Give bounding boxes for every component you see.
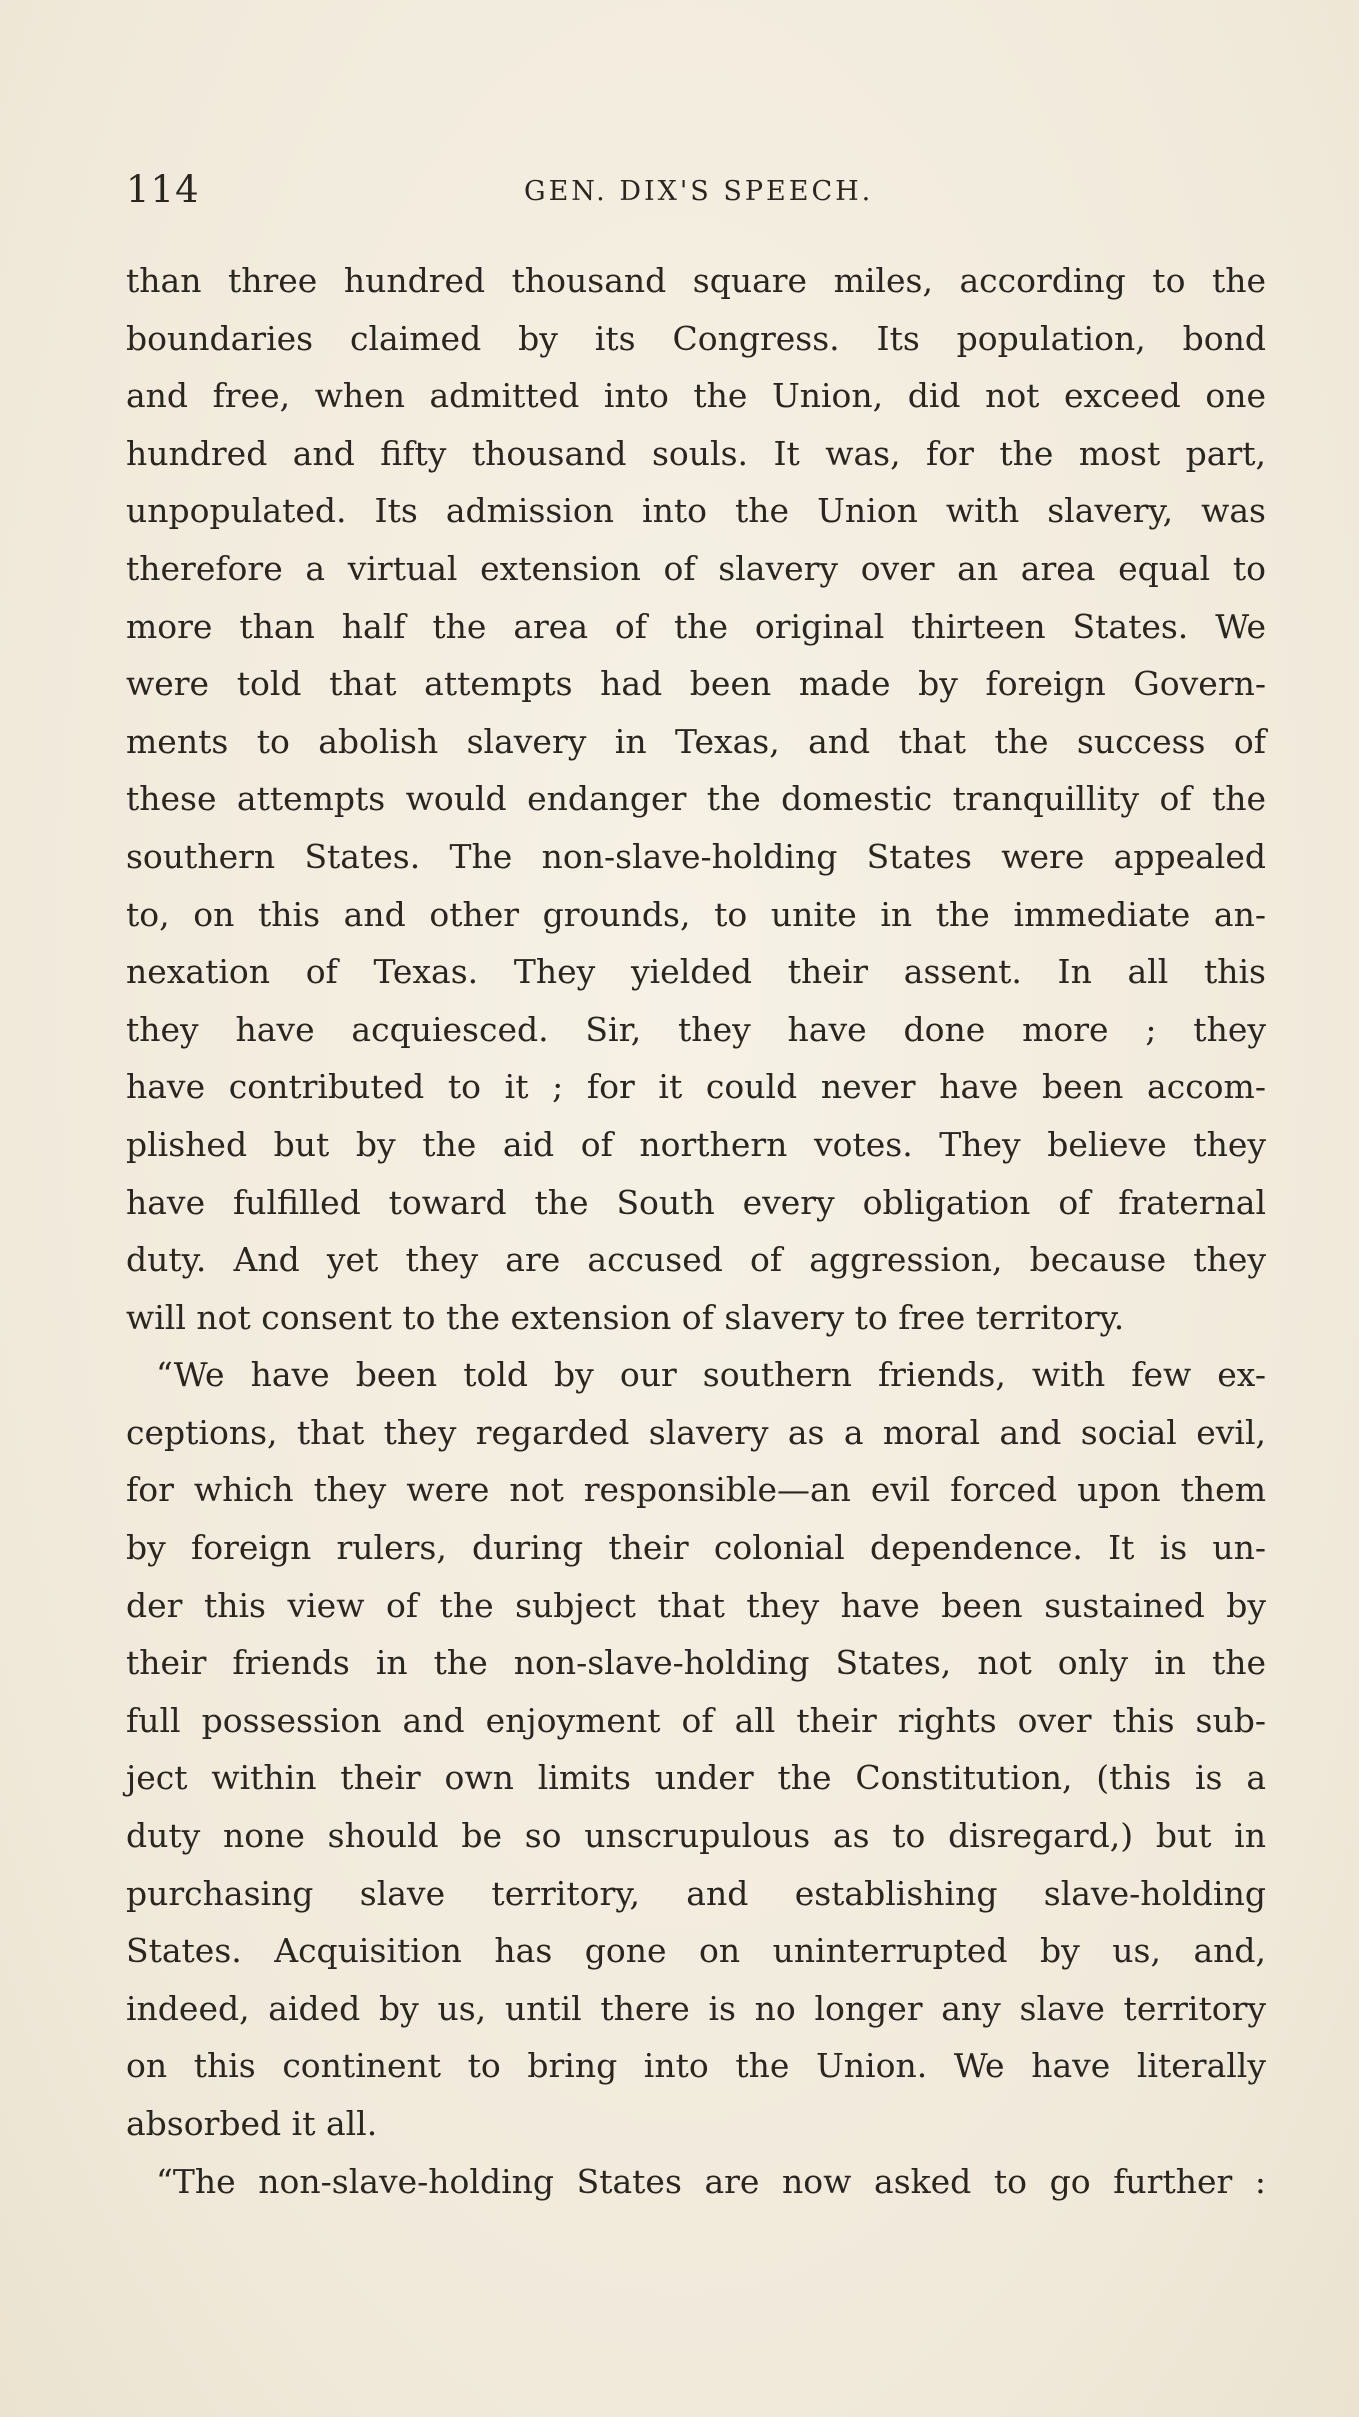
text-line: absorbed it all. bbox=[126, 2104, 378, 2143]
running-head: GEN. DIX'S SPEECH. bbox=[524, 176, 874, 207]
text-line: by foreign rulers, during their colonial dependence. It is un- bbox=[126, 1528, 1266, 1568]
text-line: ments to abolish slavery in Texas, and that the success of bbox=[126, 721, 1266, 761]
text-line: will not consent to the extension of slavery to free territory. bbox=[126, 1297, 1125, 1337]
text-line: these attempts would endanger the domestic tranquillity of the bbox=[126, 779, 1266, 819]
text-line: have fulfilled toward the South every obligation of fraternal bbox=[126, 1182, 1266, 1222]
text-line: southern States. The non-slave-holding States were appealed bbox=[126, 836, 1266, 876]
text-line: nexation of Texas. They yielded their assent. In all this bbox=[126, 952, 1266, 992]
text-line: more than half the area of the original thirteen States. We bbox=[126, 606, 1266, 646]
text-line: for which they were not responsible—an evil forced upon them bbox=[126, 1470, 1266, 1510]
text-line: full possession and enjoyment of all their rights over this sub- bbox=[126, 1700, 1266, 1740]
text-line: “We have been told by our southern friends, with few ex- bbox=[156, 1355, 1266, 1395]
text-line: unpopulated. Its admission into the Union with slavery, was bbox=[126, 491, 1266, 531]
text-line: der this view of the subject that they have been sustained by bbox=[126, 1585, 1266, 1625]
text-line: plished but by the aid of northern votes. They believe they bbox=[126, 1124, 1266, 1164]
speech-text bbox=[126, 252, 1266, 2210]
text-line: have contributed to it ; for it could never have been accom- bbox=[126, 1067, 1266, 1107]
text-line: and free, when admitted into the Union, did not exceed one bbox=[126, 376, 1266, 416]
text-line: to, on this and other grounds, to unite in the immediate an- bbox=[126, 894, 1266, 934]
text-line: boundaries claimed by its Congress. Its population, bond bbox=[126, 318, 1266, 358]
text-line: on this continent to bring into the Union. We have literally bbox=[126, 2046, 1266, 2086]
page-header bbox=[126, 168, 1276, 218]
text-line: purchasing slave territory, and establishing slave-holding bbox=[126, 1873, 1266, 1913]
text-line: their friends in the non-slave-holding States, not only in the bbox=[126, 1643, 1266, 1683]
text-line: hundred and fifty thousand souls. It was, for the most part, bbox=[126, 433, 1266, 473]
text-line: therefore a virtual extension of slavery over an area equal to bbox=[126, 548, 1266, 588]
text-line: than three hundred thousand square miles, according to the bbox=[126, 261, 1266, 300]
text-line: duty. And yet they are accused of aggression, because they bbox=[126, 1240, 1266, 1280]
text-line: ceptions, that they regarded slavery as a moral and social evil, bbox=[126, 1412, 1266, 1452]
text-line: ject within their own limits under the Constitution, (this is a bbox=[126, 1758, 1266, 1798]
text-line: “The non-slave-holding States are now asked to go further : bbox=[156, 2161, 1266, 2201]
text-line: duty none should be so unscrupulous as to disregard,) but in bbox=[126, 1816, 1266, 1856]
text-line: were told that attempts had been made by foreign Govern- bbox=[126, 664, 1266, 704]
text-line: States. Acquisition has gone on uninterrupted by us, and, bbox=[126, 1931, 1266, 1971]
text-line: indeed, aided by us, until there is no longer any slave territory bbox=[126, 1988, 1266, 2028]
page-number: 114 bbox=[126, 168, 200, 211]
text-line: they have acquiesced. Sir, they have done more ; they bbox=[126, 1009, 1266, 1049]
